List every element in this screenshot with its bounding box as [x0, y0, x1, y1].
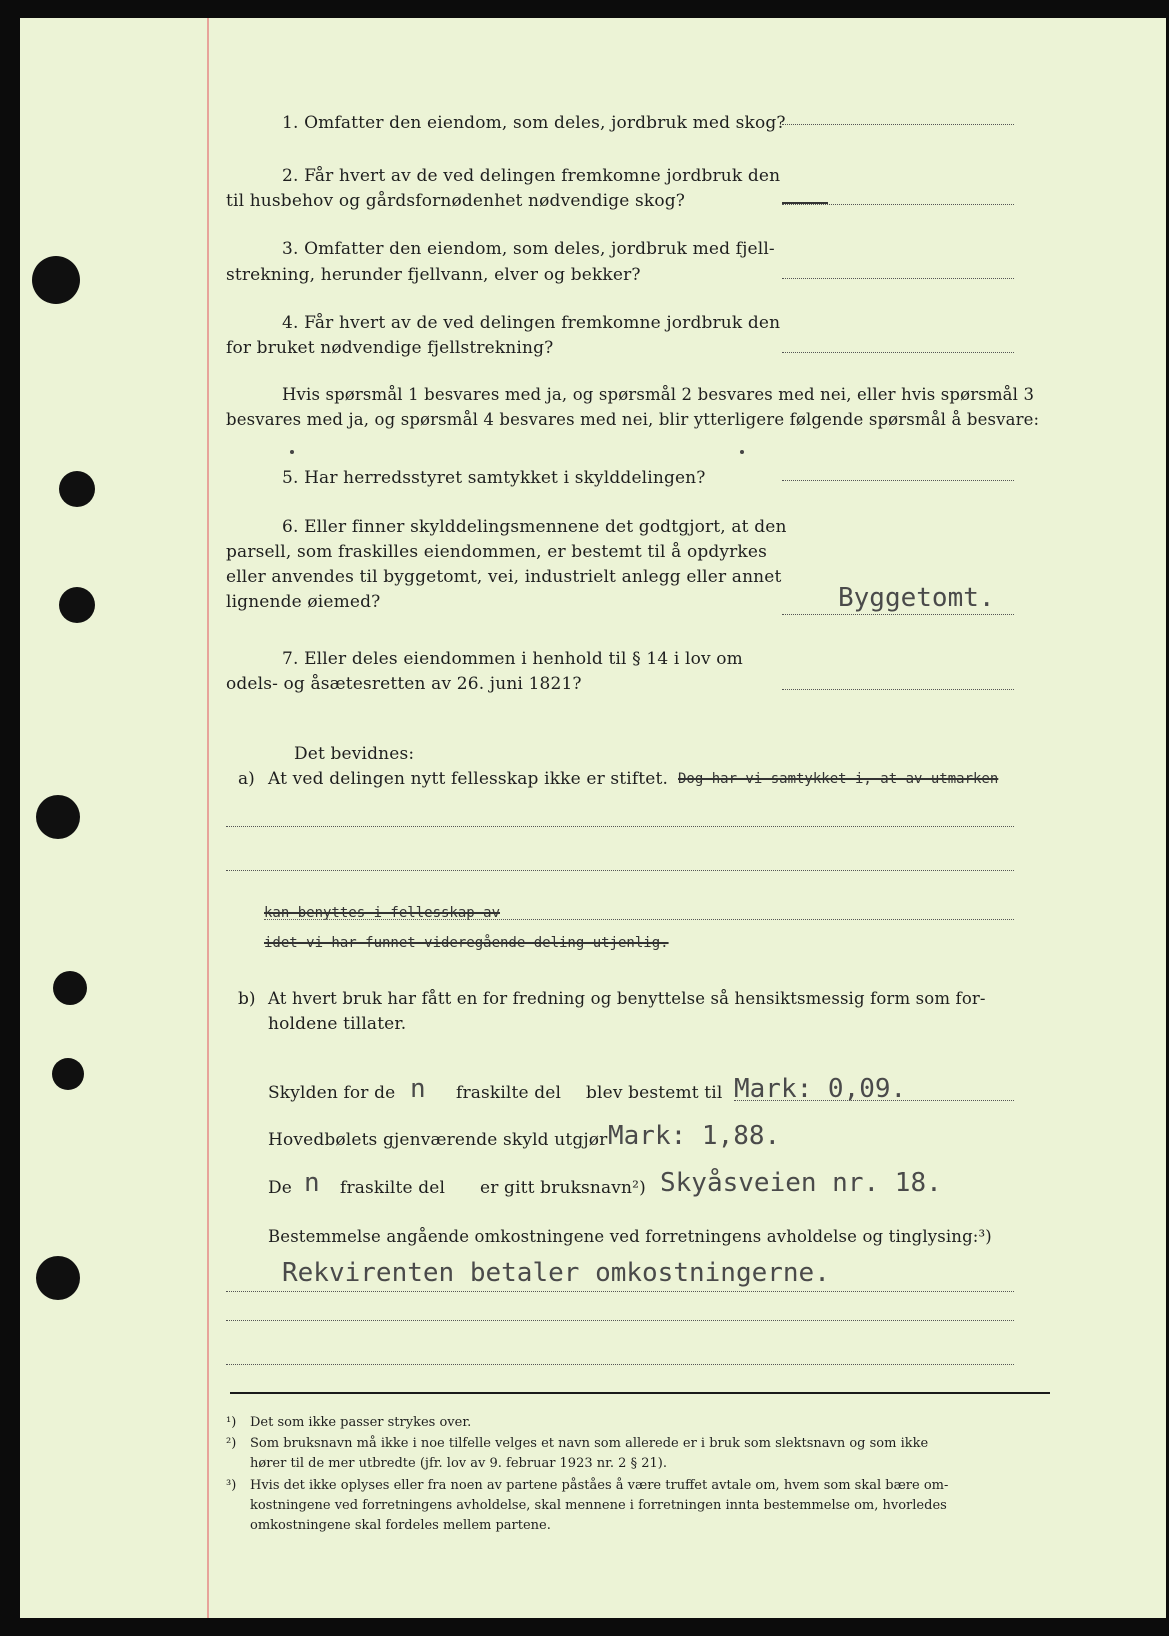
answer-line-5 [782, 480, 1014, 481]
skyld-line-1-c: blev bestemt til [586, 1083, 723, 1103]
struck-text-line-2: kan benyttes i fellesskap av [264, 905, 501, 921]
attest-heading: Det bevidnes: [294, 744, 415, 764]
question-2-line-2: til husbehov og gårdsfornødenhet nødvendige skog? [226, 191, 686, 211]
attest-line-2 [226, 870, 1014, 871]
attest-a-text: At ved delingen nytt fellesskap ikke er stiftet. [268, 769, 669, 789]
attest-b-line-1: At hvert bruk har fått en for fredning og benyttelse så hensiktsmessig form som for- [268, 989, 986, 1008]
skyld-line-1-dots [734, 1100, 1014, 1101]
footnote-2-line-1: Som bruksnavn må ikke i noe tilfelle velges et navn som allerede er i bruk som slektsnavn og som ikke [250, 1436, 929, 1451]
ink-speck [740, 450, 744, 454]
attest-line-3 [264, 919, 1014, 920]
omkostning-line-3 [226, 1364, 1014, 1365]
ink-speck [290, 450, 294, 454]
footnote-rule [230, 1392, 1050, 1394]
footnote-2-line-2: hører til de mer utbredte (jfr. lov av 9. februar 1923 nr. 2 § 21). [250, 1456, 667, 1471]
punch-hole [32, 256, 80, 304]
skyld-line-3-b: fraskilte del [340, 1178, 446, 1198]
question-6-line-2: parsell, som fraskilles eiendommen, er bestemt til å opdyrkes [226, 542, 767, 562]
struck-text-line-3: idet vi har funnet videregående deling utjenlig. [264, 935, 669, 951]
answer-line-6 [782, 614, 1014, 615]
attest-b-line-2: holdene tillater. [268, 1014, 407, 1034]
question-6-line-3: eller anvendes til byggetomt, vei, industrielt anlegg eller annet [226, 567, 782, 587]
punch-hole [36, 795, 80, 839]
question-4-line-2: for bruket nødvendige fjellstrekning? [226, 338, 554, 358]
skyld-line-1-hand-n: n [410, 1074, 426, 1104]
skyld-line-1-b: fraskilte del [456, 1083, 562, 1103]
question-6-line-1: 6. Eller finner skylddelingsmennene det godtgjort, at den [282, 517, 787, 537]
omkostning-line-2 [226, 1320, 1014, 1321]
skyld-line-3-hand-n: n [304, 1168, 320, 1198]
margin-line [207, 18, 209, 1618]
attest-line-1 [226, 826, 1014, 827]
footnote-3-line-2: kostningene ved forretningens avholdelse, skal mennene i forretningen innta bestemmelse om, hvorledes [250, 1498, 947, 1513]
answer-line-4 [782, 352, 1014, 353]
conditional-line-2: besvares med ja, og spørsmål 4 besvares med nei, blir ytterligere følgende spørsmål å besvare: [226, 410, 1040, 429]
answer-line-2 [782, 204, 1014, 205]
question-3-line-2: strekning, herunder fjellvann, elver og bekker? [226, 265, 641, 285]
question-4-line-1: 4. Får hvert av de ved delingen fremkomne jordbruk den [282, 313, 781, 333]
punch-hole [59, 587, 95, 623]
question-2-line-1: 2. Får hvert av de ved delingen fremkomne jordbruk den [282, 166, 781, 186]
question-1: 1. Omfatter den eiendom, som deles, jordbruk med skog? [282, 113, 786, 133]
skyld-line-2-a: Hovedbølets gjenværende skyld utgjør [268, 1130, 608, 1150]
footnote-3-line-1: Hvis det ikke oplyses eller fra noen av partene påståes å være truffet avtale om, hvem som skal bære om- [250, 1478, 949, 1493]
footnote-1: Det som ikke passer strykes over. [250, 1415, 472, 1430]
question-7-line-1: 7. Eller deles eiendommen i henhold til § 14 i lov om [282, 649, 743, 669]
punch-hole [52, 1058, 84, 1090]
question-3-line-1: 3. Omfatter den eiendom, som deles, jordbruk med fjell- [282, 239, 775, 259]
answer-line-7 [782, 689, 1014, 690]
footnote-2-mark: ²) [226, 1436, 237, 1451]
skyld-line-1-a: Skylden for de [268, 1083, 396, 1103]
punch-hole [36, 1256, 80, 1300]
omkostning-label: Bestemmelse angående omkostningene ved forretningens avholdelse og tinglysing:³) [268, 1227, 992, 1246]
footnote-1-mark: ¹) [226, 1415, 237, 1430]
skyld-line-3-a: De [268, 1178, 292, 1198]
remaining-skyld-value: Mark: 1,88. [608, 1121, 781, 1151]
question-7-line-2: odels- og åsætesretten av 26. juni 1821? [226, 674, 582, 694]
answer-dash-2 [782, 202, 828, 204]
answer-line-3 [782, 278, 1014, 279]
attest-a-label: a) [238, 769, 255, 789]
omkostning-value: Rekvirenten betaler omkostningerne. [282, 1258, 830, 1288]
question-6-line-4: lignende øiemed? [226, 592, 381, 612]
document-page [20, 18, 1166, 1618]
omkostning-line-1 [226, 1291, 1014, 1292]
attest-b-label: b) [238, 989, 256, 1009]
footnote-3-mark: ³) [226, 1478, 237, 1493]
punch-hole [53, 971, 87, 1005]
skyld-line-3-c: er gitt bruksnavn²) [480, 1178, 646, 1198]
conditional-line-1: Hvis spørsmål 1 besvares med ja, og spørsmål 2 besvares med nei, eller hvis spørsmål 3 [282, 385, 1035, 404]
skyld-value: Mark: 0,09. [734, 1074, 907, 1104]
answer-line-1 [782, 124, 1014, 125]
answer-6-handwritten: Byggetomt. [838, 583, 995, 613]
bruksnavn-value: Skyåsveien nr. 18. [660, 1168, 942, 1198]
footnote-3-line-3: omkostningene skal fordeles mellem partene. [250, 1518, 551, 1533]
question-5: 5. Har herredsstyret samtykket i skylddelingen? [282, 468, 706, 488]
struck-text-a: Dog har vi samtykket i, at av utmarken [678, 771, 999, 787]
punch-hole [59, 471, 95, 507]
